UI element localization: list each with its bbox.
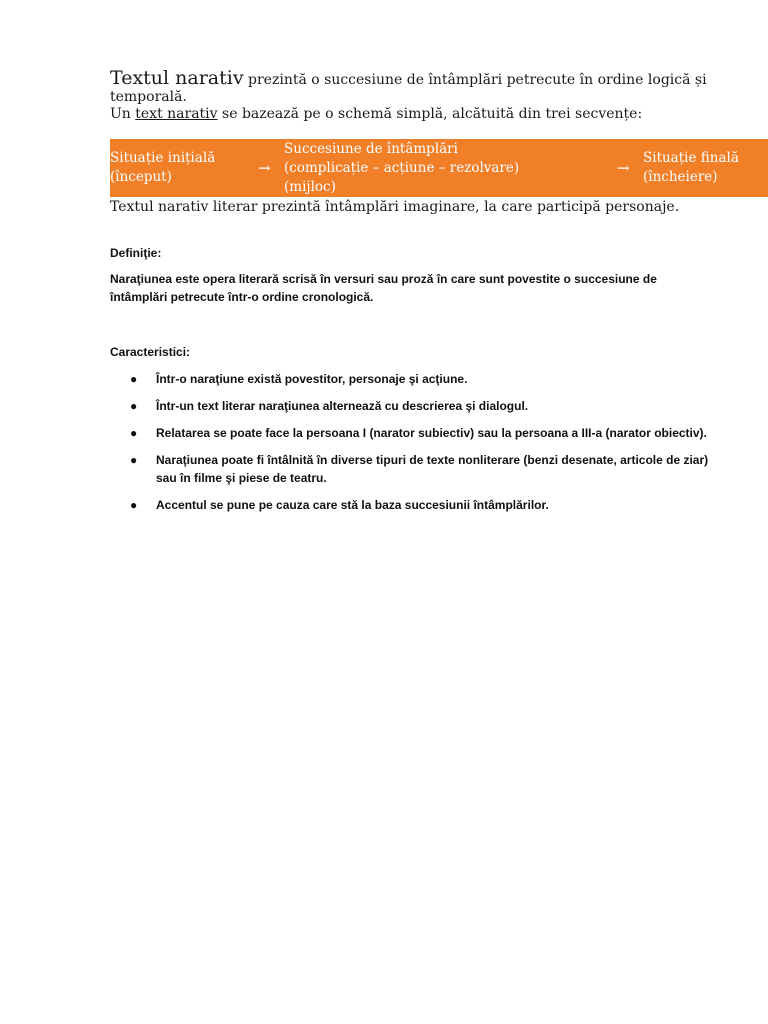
bullet-icon: ●	[130, 399, 138, 413]
step-middle-label: Succesiune de întâmplări	[284, 141, 458, 157]
step-initial-sub: (început)	[110, 169, 172, 185]
definition-text: Naraţiunea este opera literară scrisă în versuri sau proză în care sunt povestite o succesiune de întâmplări petrecute într-o ordine cronologică.	[110, 272, 657, 304]
list-item	[110, 451, 730, 487]
sequence-bar	[110, 139, 768, 197]
intro-line-1-text: prezintă o succesiune de întâmplări petrecute în ordine logică și temporală.	[110, 72, 707, 105]
list-item	[110, 370, 730, 388]
step-final-label: Situație finală	[643, 150, 739, 166]
bullet-icon: ●	[130, 498, 138, 512]
intro-underlined-term: text narativ	[135, 106, 218, 122]
list-item-text: Relatarea se poate face la persoana I (narator subiectiv) sau la persoana a III-a (narator obiectiv).	[156, 426, 707, 440]
list-item	[110, 496, 730, 514]
step-middle-sub2: (mijloc)	[284, 179, 336, 195]
intro-line-2-text: se bazează pe o schemă simplă, alcătuită din trei secvențe:	[217, 106, 643, 122]
characteristics-heading: Caracteristici:	[110, 345, 191, 359]
list-item-text: Accentul se pune pe cauza care stă la baza succesiunii întâmplărilor.	[156, 498, 549, 512]
list-item-text: Într-o naraţiune există povestitor, personaje şi acţiune.	[156, 372, 468, 386]
arrow-right-icon: →	[258, 159, 271, 177]
characteristics-list	[110, 370, 730, 523]
step-initial-label: Situație inițială	[110, 150, 216, 166]
bullet-icon: ●	[130, 426, 138, 440]
arrow-right-icon: →	[617, 159, 630, 177]
step-final-sub: (încheiere)	[643, 169, 718, 185]
list-item-text: Naraţiunea poate fi întâlnită în diverse tipuri de texte nonliterare (benzi desenate, articole de ziar) sau în filme şi piese de teatru.	[156, 453, 709, 485]
document-title: Textul narativ	[110, 67, 244, 89]
literary-text-line: Textul narativ literar prezintă întâmplări imaginare, la care participă personaje.	[110, 199, 680, 215]
intro-line-2	[110, 106, 710, 123]
sequence-step-middle	[284, 140, 519, 197]
definition-heading: Definiţie:	[110, 246, 162, 260]
sequence-step-initial	[110, 149, 215, 187]
bullet-icon: ●	[130, 453, 138, 467]
list-item-text: Într-un text literar naraţiunea alternează cu descrierea şi dialogul.	[156, 399, 529, 413]
step-middle-sub: (complicație – acțiune – rezolvare)	[284, 160, 520, 176]
list-item	[110, 397, 730, 415]
list-item	[110, 424, 730, 442]
intro-line-2-start: Un	[110, 106, 136, 122]
intro-paragraph	[110, 67, 710, 123]
intro-line-1	[110, 67, 710, 106]
sequence-step-final	[643, 149, 739, 187]
bullet-icon: ●	[130, 372, 138, 386]
